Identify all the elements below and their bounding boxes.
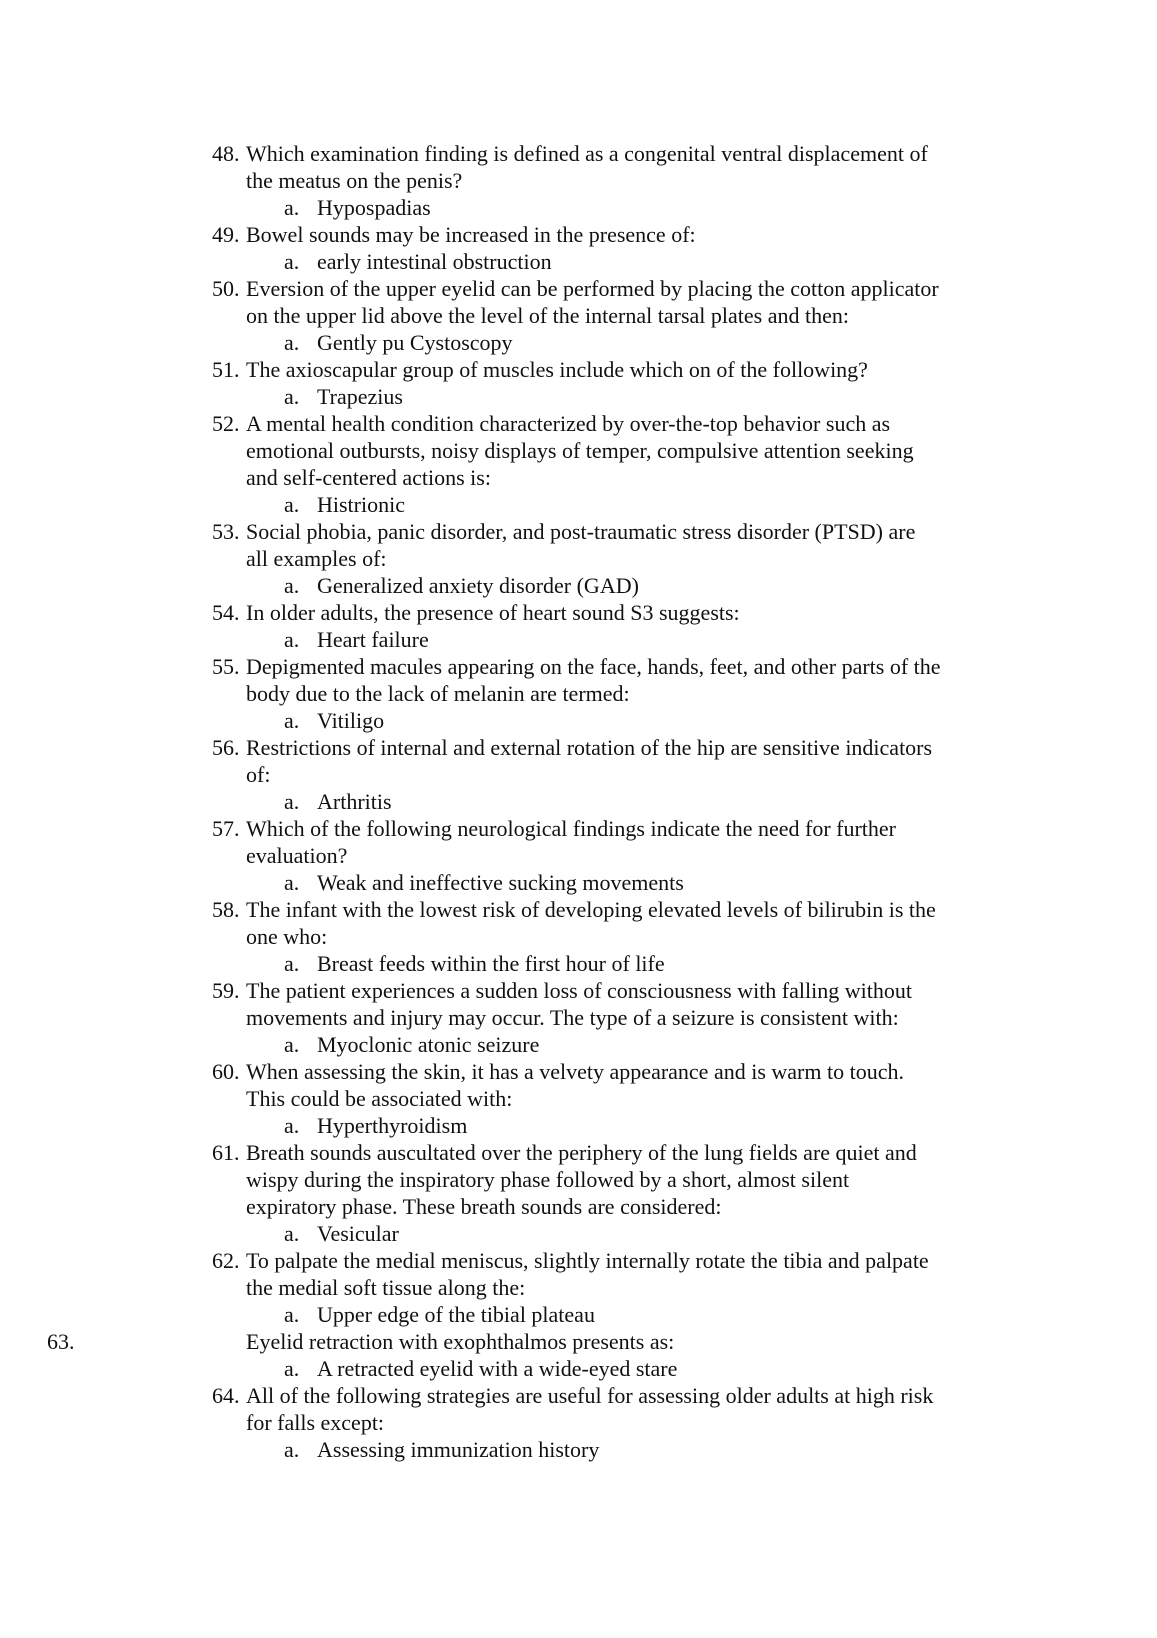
question-item (0, 1328, 1157, 1382)
question-line (0, 842, 1157, 869)
answer-line (0, 329, 1157, 356)
question-text: evaluation? (246, 843, 348, 868)
question-line (0, 167, 1157, 194)
answer-letter: a. (284, 1113, 300, 1138)
question-text: In older adults, the presence of heart sound S3 suggests: (246, 600, 740, 625)
question-text: for falls except: (246, 1410, 385, 1435)
question-text: the medial soft tissue along the: (246, 1275, 526, 1300)
question-list (0, 140, 1157, 1463)
question-number: 54. (212, 600, 240, 625)
question-line (0, 1328, 1157, 1355)
answer-letter: a. (284, 708, 300, 733)
answer-letter: a. (284, 249, 300, 274)
answer-text: Arthritis (317, 789, 392, 814)
question-text: body due to the lack of melanin are termed: (246, 681, 630, 706)
question-line (0, 1004, 1157, 1031)
question-number: 59. (212, 978, 240, 1003)
question-line (0, 1166, 1157, 1193)
answer-text: Gently pu Cystoscopy (317, 330, 513, 355)
answer-letter: a. (284, 1032, 300, 1057)
question-line (0, 761, 1157, 788)
question-item (0, 734, 1157, 815)
answer-letter: a. (284, 1221, 300, 1246)
answer-text: Trapezius (317, 384, 403, 409)
question-item (0, 275, 1157, 356)
question-text: Eyelid retraction with exophthalmos presents as: (246, 1329, 675, 1354)
question-line (0, 1085, 1157, 1112)
answer-text: Assessing immunization history (317, 1437, 600, 1462)
question-text: the meatus on the penis? (246, 168, 463, 193)
question-text: all examples of: (246, 546, 387, 571)
question-text: of: (246, 762, 271, 787)
answer-letter: a. (284, 573, 300, 598)
question-item (0, 1058, 1157, 1139)
answer-letter: a. (284, 384, 300, 409)
question-number: 49. (212, 222, 240, 247)
question-text: emotional outbursts, noisy displays of temper, compulsive attention seeking (246, 438, 914, 463)
question-line (0, 221, 1157, 248)
question-text: Breath sounds auscultated over the periphery of the lung fields are quiet and (246, 1140, 917, 1165)
question-text: movements and injury may occur. The type of a seizure is consistent with: (246, 1005, 899, 1030)
answer-line (0, 788, 1157, 815)
question-text: Depigmented macules appearing on the face, hands, feet, and other parts of the (246, 654, 941, 679)
answer-line (0, 707, 1157, 734)
question-line (0, 302, 1157, 329)
answer-line (0, 1301, 1157, 1328)
question-item (0, 410, 1157, 518)
question-line (0, 1058, 1157, 1085)
question-number: 52. (212, 411, 240, 436)
question-text: Eversion of the upper eyelid can be performed by placing the cotton applicator (246, 276, 939, 301)
question-line (0, 1409, 1157, 1436)
question-number: 60. (212, 1059, 240, 1084)
answer-text: Heart failure (317, 627, 429, 652)
question-number: 58. (212, 897, 240, 922)
answer-letter: a. (284, 330, 300, 355)
answer-letter: a. (284, 627, 300, 652)
question-text: All of the following strategies are useful for assessing older adults at high risk (246, 1383, 934, 1408)
question-line (0, 1139, 1157, 1166)
answer-letter: a. (284, 195, 300, 220)
question-line (0, 680, 1157, 707)
question-text: This could be associated with: (246, 1086, 513, 1111)
answer-line (0, 1031, 1157, 1058)
question-text: The axioscapular group of muscles include which on of the following? (246, 357, 868, 382)
answer-text: Hypospadias (317, 195, 431, 220)
answer-line (0, 383, 1157, 410)
answer-letter: a. (284, 870, 300, 895)
answer-line (0, 1112, 1157, 1139)
answer-text: A retracted eyelid with a wide-eyed stare (317, 1356, 678, 1381)
question-text: and self-centered actions is: (246, 465, 491, 490)
question-text: The infant with the lowest risk of developing elevated levels of bilirubin is the (246, 897, 936, 922)
question-number: 55. (212, 654, 240, 679)
question-number: 64. (212, 1383, 240, 1408)
answer-line (0, 194, 1157, 221)
question-item (0, 977, 1157, 1058)
question-text: Bowel sounds may be increased in the presence of: (246, 222, 696, 247)
question-text: The patient experiences a sudden loss of consciousness with falling without (246, 978, 912, 1003)
question-line (0, 140, 1157, 167)
question-text: on the upper lid above the level of the internal tarsal plates and then: (246, 303, 849, 328)
question-item (0, 653, 1157, 734)
question-line (0, 1193, 1157, 1220)
question-number: 50. (212, 276, 240, 301)
answer-text: Vesicular (317, 1221, 399, 1246)
question-item (0, 356, 1157, 410)
question-item (0, 518, 1157, 599)
question-line (0, 275, 1157, 302)
answer-text: Histrionic (317, 492, 405, 517)
question-number: 61. (212, 1140, 240, 1165)
answer-text: early intestinal obstruction (317, 249, 552, 274)
question-text: Which of the following neurological findings indicate the need for further (246, 816, 897, 841)
question-line (0, 815, 1157, 842)
question-line (0, 1382, 1157, 1409)
question-text: A mental health condition characterized by over-the-top behavior such as (246, 411, 891, 436)
question-text: To palpate the medial meniscus, slightly internally rotate the tibia and palpate (246, 1248, 929, 1273)
question-line (0, 599, 1157, 626)
answer-line (0, 1436, 1157, 1463)
question-line (0, 437, 1157, 464)
answer-text: Vitiligo (317, 708, 385, 733)
answer-line (0, 491, 1157, 518)
question-item (0, 1139, 1157, 1247)
question-number: 53. (212, 519, 240, 544)
answer-text: Myoclonic atonic seizure (317, 1032, 540, 1057)
question-line (0, 1247, 1157, 1274)
answer-text: Generalized anxiety disorder (GAD) (317, 573, 639, 598)
question-line (0, 734, 1157, 761)
question-text: one who: (246, 924, 328, 949)
answer-line (0, 572, 1157, 599)
answer-line (0, 1355, 1157, 1382)
question-line (0, 464, 1157, 491)
question-item (0, 221, 1157, 275)
answer-line (0, 248, 1157, 275)
question-number: 48. (212, 141, 240, 166)
answer-line (0, 869, 1157, 896)
question-line (0, 518, 1157, 545)
answer-text: Weak and ineffective sucking movements (317, 870, 684, 895)
question-item (0, 1382, 1157, 1463)
question-line (0, 1274, 1157, 1301)
answer-letter: a. (284, 1356, 300, 1381)
answer-line (0, 1220, 1157, 1247)
question-text: expiratory phase. These breath sounds are considered: (246, 1194, 722, 1219)
question-line (0, 410, 1157, 437)
question-number: 57. (212, 816, 240, 841)
question-line (0, 356, 1157, 383)
question-item (0, 815, 1157, 896)
answer-text: Breast feeds within the first hour of life (317, 951, 665, 976)
question-item (0, 1247, 1157, 1328)
question-line (0, 653, 1157, 680)
question-line (0, 545, 1157, 572)
question-number: 56. (212, 735, 240, 760)
answer-text: Upper edge of the tibial plateau (317, 1302, 595, 1327)
question-item (0, 140, 1157, 221)
question-text: Restrictions of internal and external rotation of the hip are sensitive indicators (246, 735, 933, 760)
question-number: 62. (212, 1248, 240, 1273)
question-line (0, 896, 1157, 923)
answer-letter: a. (284, 1437, 300, 1462)
answer-letter: a. (284, 789, 300, 814)
question-text: Which examination finding is defined as a congenital ventral displacement of (246, 141, 928, 166)
answer-letter: a. (284, 1302, 300, 1327)
question-line (0, 923, 1157, 950)
question-text: When assessing the skin, it has a velvety appearance and is warm to touch. (246, 1059, 904, 1084)
question-line (0, 977, 1157, 1004)
answer-letter: a. (284, 492, 300, 517)
answer-line (0, 626, 1157, 653)
question-number: 63. (47, 1329, 75, 1354)
question-number: 51. (212, 357, 240, 382)
question-item (0, 599, 1157, 653)
answer-line (0, 950, 1157, 977)
question-text: Social phobia, panic disorder, and post-traumatic stress disorder (PTSD) are (246, 519, 916, 544)
answer-letter: a. (284, 951, 300, 976)
question-text: wispy during the inspiratory phase followed by a short, almost silent (246, 1167, 850, 1192)
answer-text: Hyperthyroidism (317, 1113, 468, 1138)
question-item (0, 896, 1157, 977)
